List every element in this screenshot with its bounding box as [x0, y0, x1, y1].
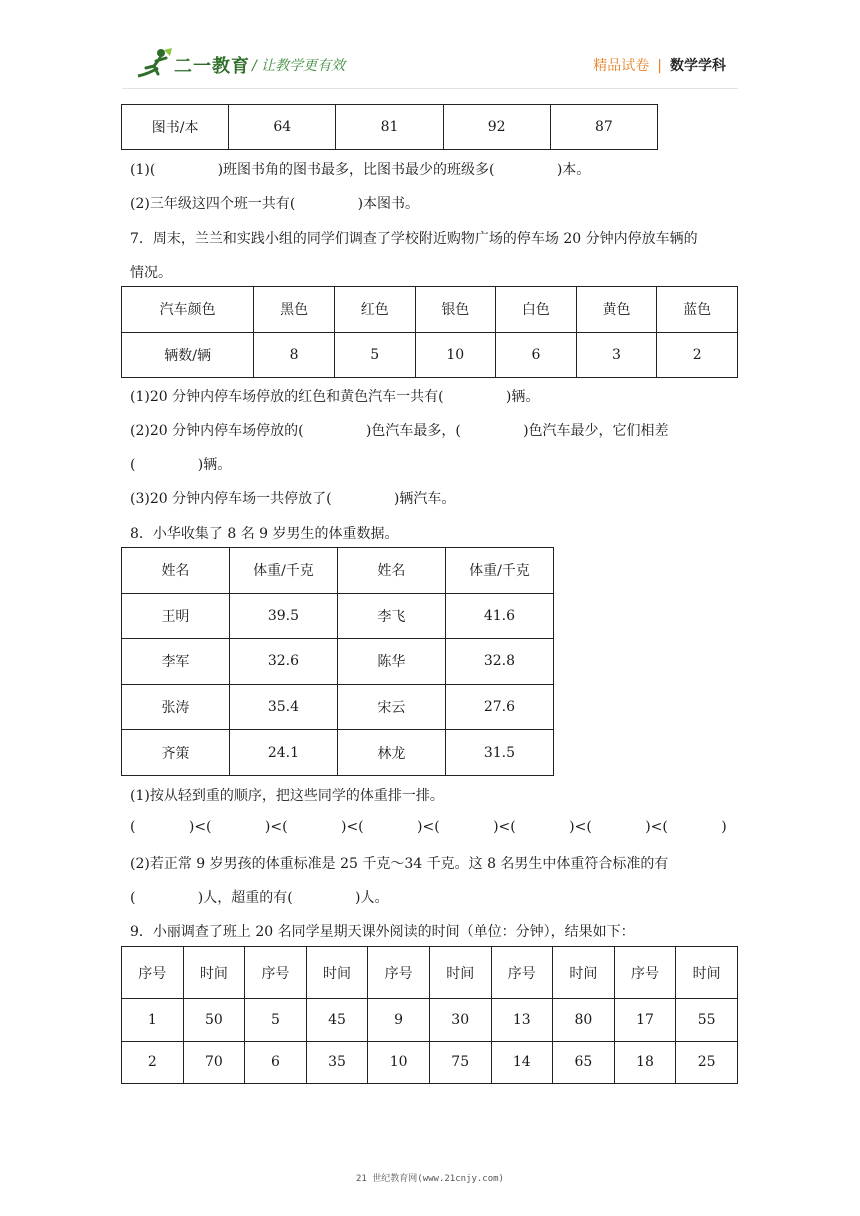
table-cell: 35.4 — [229, 684, 337, 730]
table-cell: 65 — [553, 1041, 615, 1083]
header-divider — [122, 88, 738, 89]
table-header-cell: 银色 — [415, 287, 496, 333]
table-cell: 70 — [183, 1041, 245, 1083]
table-cell: 2 — [657, 332, 738, 378]
table-cell: 27.6 — [445, 684, 553, 730]
table-cell: 2 — [122, 1041, 184, 1083]
table-row — [122, 999, 738, 1041]
reading-time-table — [121, 946, 738, 1084]
table-cell: 陈华 — [337, 639, 445, 685]
table-row — [122, 947, 738, 999]
table-cell: 李军 — [122, 639, 230, 685]
table-cell: 25 — [676, 1041, 738, 1083]
table-cell: 6 — [245, 1041, 307, 1083]
table-cell: 6 — [496, 332, 577, 378]
table-cell: 80 — [553, 999, 615, 1041]
q6-part2: (2)三年级这四个班一共有( )本图书。 — [130, 196, 420, 212]
slogan: / 让教学更有效 — [252, 58, 346, 74]
table-row — [122, 548, 554, 594]
table-cell: 55 — [676, 999, 738, 1041]
premium-label: 精品试卷 — [593, 58, 650, 74]
table-header-cell: 序号 — [122, 947, 184, 999]
subject-label: 数学学科 — [670, 58, 726, 74]
table-cell: 87 — [550, 105, 657, 150]
q8-stem: 8．小华收集了 8 名 9 岁男生的体重数据。 — [130, 526, 399, 542]
table-cell: 64 — [229, 105, 336, 150]
table-header-cell: 时间 — [676, 947, 738, 999]
table-cell: 5 — [334, 332, 415, 378]
page-footer: 21 世纪教育网(www.21cnjy.com) — [356, 1174, 504, 1184]
table-header-cell: 蓝色 — [657, 287, 738, 333]
table-row — [122, 105, 658, 150]
table-cell: 81 — [336, 105, 443, 150]
table-cell: 齐策 — [122, 730, 230, 776]
header-right — [593, 55, 726, 75]
q9-stem: 9．小丽调查了班上 20 名同学星期天课外阅读的时间（单位：分钟），结果如下： — [130, 924, 635, 940]
table-cell: 10 — [368, 1041, 430, 1083]
table-header-cell: 红色 — [334, 287, 415, 333]
table-header-cell: 黑色 — [254, 287, 335, 333]
runner-logo-icon — [134, 46, 174, 80]
table-header-cell: 时间 — [183, 947, 245, 999]
q7-stem-line2: 情况。 — [130, 265, 172, 281]
table-cell: 8 — [254, 332, 335, 378]
q6-part1: (1)( )班图书角的图书最多，比图书最少的班级多( )本。 — [130, 162, 591, 178]
table-row — [122, 593, 554, 639]
table-cell: 50 — [183, 999, 245, 1041]
table-header-cell: 姓名 — [122, 548, 230, 594]
header-separator: | — [657, 58, 662, 74]
table-cell: 5 — [245, 999, 307, 1041]
table-cell: 1 — [122, 999, 184, 1041]
table-cell: 10 — [415, 332, 496, 378]
table-header-cell: 时间 — [429, 947, 491, 999]
table-row — [122, 1041, 738, 1083]
table-cell: 14 — [491, 1041, 553, 1083]
q7-part2-line2: ( )辆。 — [130, 457, 232, 473]
table-cell: 17 — [614, 999, 676, 1041]
table-header-cell: 白色 — [496, 287, 577, 333]
q8-part2-line1: (2)若正常 9 岁男孩的体重标准是 25 千克～34 千克。这 8 名男生中体重符合标准的有 — [130, 856, 669, 872]
table-cell: 李飞 — [337, 593, 445, 639]
table-header-cell: 序号 — [245, 947, 307, 999]
weight-table — [121, 547, 554, 776]
table-row — [122, 730, 554, 776]
q8-part1-blanks: ( )<( )<( )<( )<( )<( )<( )<( ) — [130, 819, 727, 835]
table-header-cell: 体重/千克 — [229, 548, 337, 594]
q7-part3: (3)20 分钟内停车场一共停放了( )辆汽车。 — [130, 491, 456, 507]
table-header-cell: 姓名 — [337, 548, 445, 594]
table-header-cell: 序号 — [491, 947, 553, 999]
table-cell: 辆数/辆 — [122, 332, 254, 378]
table-header-cell: 时间 — [553, 947, 615, 999]
q7-part1: (1)20 分钟内停车场停放的红色和黄色汽车一共有( )辆。 — [130, 389, 540, 405]
table-row — [122, 684, 554, 730]
table-cell: 图书/本 — [122, 105, 229, 150]
table-cell: 45 — [306, 999, 368, 1041]
table-header-cell: 时间 — [306, 947, 368, 999]
table-cell: 41.6 — [445, 593, 553, 639]
table-cell: 林龙 — [337, 730, 445, 776]
table-cell: 39.5 — [229, 593, 337, 639]
table-header-cell: 黄色 — [576, 287, 657, 333]
table-cell: 18 — [614, 1041, 676, 1083]
table-cell: 92 — [443, 105, 550, 150]
table-cell: 32.6 — [229, 639, 337, 685]
table-header-cell: 体重/千克 — [445, 548, 553, 594]
table-header-cell: 序号 — [368, 947, 430, 999]
table-cell: 宋云 — [337, 684, 445, 730]
table-row — [122, 639, 554, 685]
q7-part2-line1: (2)20 分钟内停车场停放的( )色汽车最多，( )色汽车最少，它们相差 — [130, 423, 669, 439]
table-header-cell: 序号 — [614, 947, 676, 999]
table-cell: 13 — [491, 999, 553, 1041]
table-cell: 35 — [306, 1041, 368, 1083]
brand-logo — [134, 46, 374, 86]
books-table — [121, 104, 658, 150]
table-cell: 24.1 — [229, 730, 337, 776]
q7-stem-line1: 7．周末，兰兰和实践小组的同学们调查了学校附近购物广场的停车场 20 分钟内停放车辆的 — [130, 231, 698, 247]
table-cell: 31.5 — [445, 730, 553, 776]
q8-part1: (1)按从轻到重的顺序，把这些同学的体重排一排。 — [130, 788, 444, 804]
table-row — [122, 332, 738, 378]
q8-part2-line2: ( )人，超重的有( )人。 — [130, 890, 389, 906]
table-cell: 9 — [368, 999, 430, 1041]
table-cell: 张涛 — [122, 684, 230, 730]
table-cell: 3 — [576, 332, 657, 378]
table-cell: 32.8 — [445, 639, 553, 685]
table-row — [122, 287, 738, 333]
table-cell: 王明 — [122, 593, 230, 639]
table-cell: 75 — [429, 1041, 491, 1083]
car-color-table — [121, 286, 738, 378]
table-cell: 30 — [429, 999, 491, 1041]
logo-text: 二一教育 — [174, 56, 250, 77]
table-header-cell: 汽车颜色 — [122, 287, 254, 333]
